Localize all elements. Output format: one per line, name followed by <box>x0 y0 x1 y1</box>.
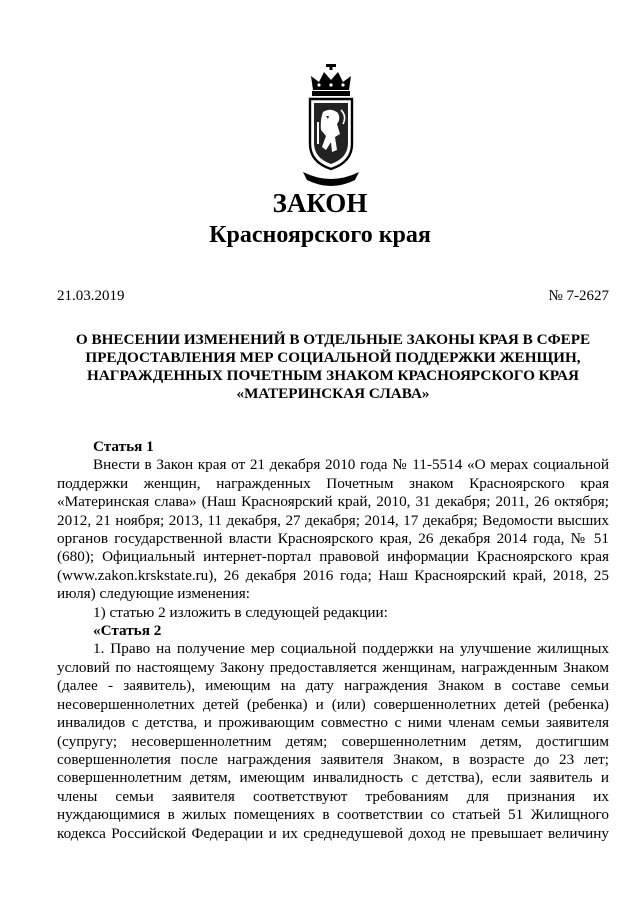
document-subtitle: Красноярского края <box>209 222 431 248</box>
document-body <box>57 438 609 843</box>
document-title: ЗАКОН <box>272 188 368 218</box>
article-1-title: Статья 1 <box>93 438 154 455</box>
document-number: № 7-2627 <box>548 288 609 304</box>
article-2-text: 1. Право на получение мер социальной поддержки на улучшение жилищных условий по настоящему Закону предоставляется женщинам, награжденным Знаком (далее - заявитель), имеющим на дату награждения Знаком в составе семьи несовершеннолетних детей (ребенка) и (или) совершеннолетних детей (ребенка) инвалидов с детства, и проживающим совместно с ними членам семьи заявителя (супругу; несовершеннолетним детям; совершеннолетним детям, достигшим совершеннолетия после награждения заявителя Знаком, в возрасте до 23 лет; совершеннолетним детям, имеющим инвалидность с детства), если заявитель и члены семьи заявителя соответствуют требованиям для признания их нуждающимися в жилых помещениях в соответствии со статьей 51 Жилищного кодекса Российской Федерации и их среднедушевой доход не превышает величину <box>57 640 609 842</box>
heading-line: НАГРАЖДЕННЫХ ПОЧЕТНЫМ ЗНАКОМ КРАСНОЯРСКОГО КРАЯ <box>87 367 579 384</box>
coat-of-arms-emblem <box>293 64 369 192</box>
law-heading <box>57 331 609 403</box>
article-1-text: Внести в Закон края от 21 декабря 2010 года № 11-5514 «О мерах социальной поддержки женщин, награжденных Почетным знаком Красноярского края «Материнская слава» (Наш Красноярский край, 2010, 31 декабря; 2011, 26 октября; 2012, 21 ноября; 2013, 11 декабря, 27 декабря; 2014, 17 декабря; Ведомости высших органов государственной власти Красноярского края, 26 декабря 2014 года, № 51 (680); Официальный интернет-портал правовой информации Красноярского края (www.zakon.krskstate.ru), 26 декабря 2016 года; Наш Красноярский край, 2018, 25 июля) следующие изменения: <box>57 456 609 603</box>
item-1: 1) статью 2 изложить в следующей редакции: <box>93 603 388 621</box>
heading-line: ПРЕДОСТАВЛЕНИЯ МЕР СОЦИАЛЬНОЙ ПОДДЕРЖКИ ЖЕНЩИН, <box>85 349 581 366</box>
article-2-title: «Статья 2 <box>93 622 162 640</box>
document-date: 21.03.2019 <box>57 288 125 304</box>
heading-line: «МАТЕРИНСКАЯ СЛАВА» <box>236 385 430 402</box>
heading-line: О ВНЕСЕНИИ ИЗМЕНЕНИЙ В ОТДЕЛЬНЫЕ ЗАКОНЫ КРАЯ В СФЕРЕ <box>75 331 591 348</box>
